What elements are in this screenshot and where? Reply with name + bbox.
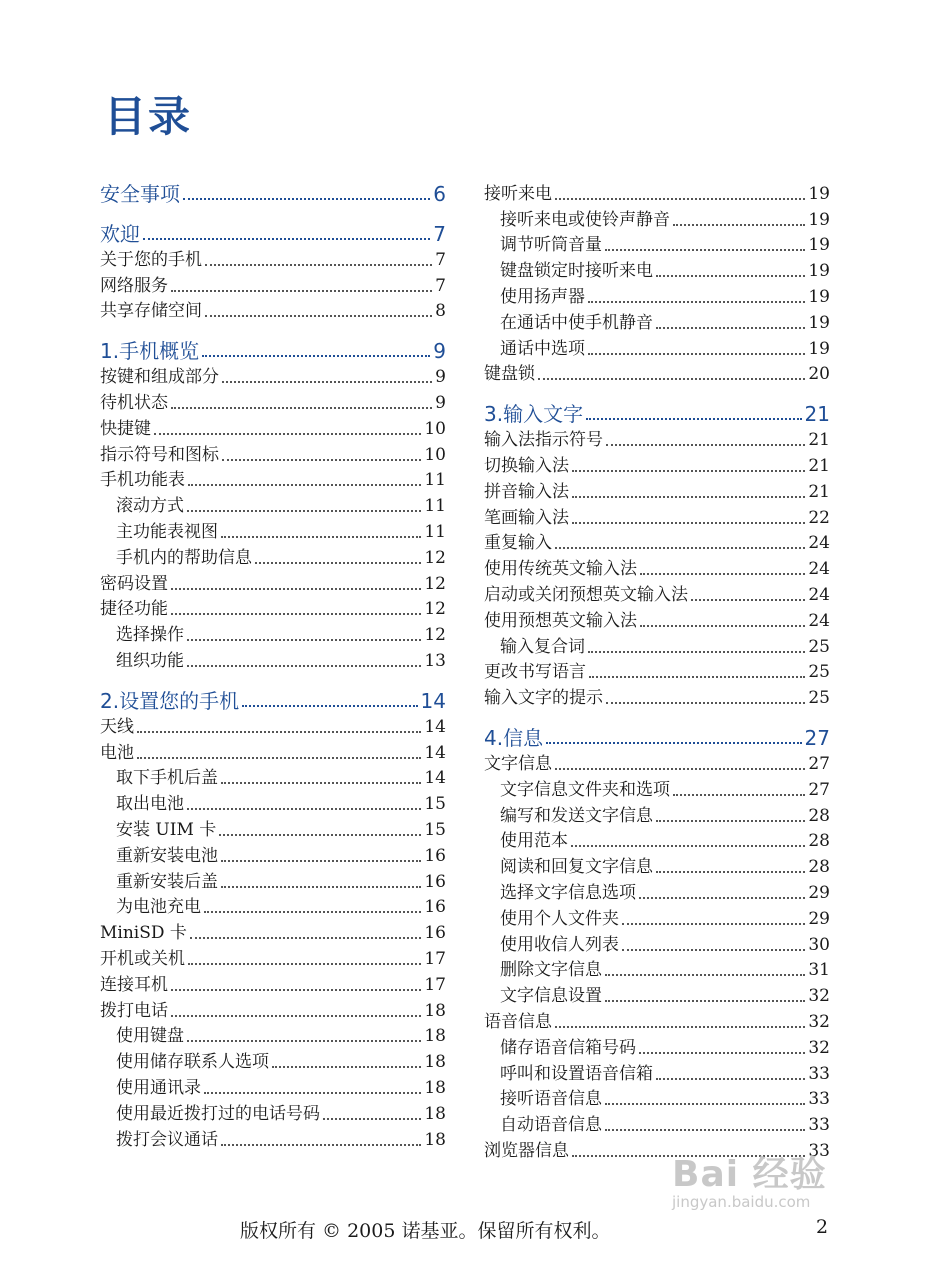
dot-leader: [605, 1129, 805, 1131]
toc-entry-label: 键盘锁: [484, 364, 535, 385]
dot-leader: [586, 418, 801, 420]
toc-entry-label: 拨打电话: [100, 1000, 168, 1021]
toc-entry[interactable]: [484, 579, 830, 605]
toc-entry-label: 文字信息设置: [500, 986, 602, 1007]
toc-section-heading[interactable]: [100, 178, 446, 204]
dot-leader: [221, 860, 421, 862]
dot-leader: [572, 496, 805, 498]
toc-entry-page: 24: [808, 533, 830, 554]
toc-entry-label: 欢迎: [100, 222, 140, 246]
toc-entry-page: 12: [424, 547, 446, 568]
toc-entry[interactable]: [100, 439, 446, 465]
dot-leader: [691, 599, 805, 601]
dot-leader: [171, 588, 421, 590]
toc-entry[interactable]: [484, 450, 830, 476]
toc-entry[interactable]: [484, 1006, 830, 1032]
toc-entry[interactable]: [100, 594, 446, 620]
toc-entry[interactable]: [484, 230, 830, 256]
toc-entry-label: 选择操作: [116, 625, 184, 646]
toc-entry-label: 开机或关机: [100, 948, 185, 969]
toc-entry[interactable]: [484, 1058, 830, 1084]
dot-leader: [171, 407, 432, 409]
toc-entry-label: 输入法指示符号: [484, 430, 603, 451]
toc-entry-page: 21: [808, 481, 830, 502]
toc-entry-label: 接听语音信息: [500, 1089, 602, 1110]
toc-section-heading[interactable]: [484, 708, 830, 751]
toc-entry-page: 11: [424, 470, 446, 491]
dot-leader: [605, 249, 805, 251]
toc-entry[interactable]: [100, 1124, 446, 1150]
toc-entry[interactable]: [484, 682, 830, 708]
toc-entry[interactable]: [100, 711, 446, 737]
toc-entry-label: 手机内的帮助信息: [116, 547, 252, 568]
toc-entry-page: 25: [808, 636, 830, 657]
toc-entry-label: 编写和发送文字信息: [500, 805, 653, 826]
toc-entry-label: 选择文字信息选项: [500, 882, 636, 903]
dot-leader: [188, 484, 421, 486]
toc-entry-page: 14: [420, 688, 446, 713]
toc-entry-label: 文字信息文件夹和选项: [500, 779, 670, 800]
toc-entry-label: 使用范本: [500, 831, 568, 852]
toc-entry-label: 手机功能表: [100, 470, 185, 491]
dot-leader: [205, 315, 432, 317]
dot-leader: [640, 573, 805, 575]
toc-entry[interactable]: [484, 657, 830, 683]
toc-entry[interactable]: [484, 1032, 830, 1058]
dot-leader: [183, 198, 430, 200]
dot-leader: [171, 290, 432, 292]
toc-entry[interactable]: [484, 204, 830, 230]
toc-entry-label: 文字信息: [484, 753, 552, 774]
toc-entry-page: 10: [424, 444, 446, 465]
toc-entry-label: 语音信息: [484, 1011, 552, 1032]
toc-entry-label: 连接耳机: [100, 974, 168, 995]
toc-entry-page: 33: [808, 1115, 830, 1136]
toc-entry-page: 27: [804, 726, 830, 751]
toc-entry-page: 16: [424, 871, 446, 892]
toc-entry-page: 28: [808, 857, 830, 878]
toc-entry-page: 33: [808, 1063, 830, 1084]
toc-entry[interactable]: [100, 995, 446, 1021]
toc-entry-label: 阅读和回复文字信息: [500, 857, 653, 878]
toc-entry[interactable]: [484, 774, 830, 800]
toc-entry-label: 安装 UIM 卡: [116, 819, 217, 840]
toc-entry[interactable]: [484, 980, 830, 1006]
toc-entry-label: 4.信息: [484, 726, 544, 751]
dot-leader: [673, 224, 805, 226]
dot-leader: [555, 547, 805, 549]
toc-entry-label: 输入文字的提示: [484, 688, 603, 709]
toc-entry-label: 取下手机后盖: [116, 768, 218, 789]
toc-entry-label: 储存语音信箱号码: [500, 1037, 636, 1058]
toc-entry[interactable]: [484, 877, 830, 903]
toc-entry[interactable]: [484, 553, 830, 579]
toc-entry[interactable]: [100, 490, 446, 516]
dot-leader: [171, 613, 421, 615]
dot-leader: [639, 1052, 805, 1054]
toc-entry-label: 在通话中使手机静音: [500, 312, 653, 333]
dot-leader: [572, 522, 805, 524]
toc-entry-page: 18: [424, 1052, 446, 1073]
toc-entry[interactable]: [100, 645, 446, 671]
toc-entry-page: 9: [435, 367, 446, 388]
dot-leader: [188, 963, 421, 965]
dot-leader: [143, 238, 430, 240]
toc-entry-page: 7: [433, 222, 446, 246]
toc-section-heading[interactable]: [100, 204, 446, 244]
dot-leader: [588, 301, 805, 303]
toc-entry-label: 使用传统英文输入法: [484, 559, 637, 580]
toc-entry-page: 17: [424, 948, 446, 969]
dot-leader: [656, 275, 805, 277]
dot-leader: [555, 768, 805, 770]
dot-leader: [204, 1092, 421, 1094]
toc-entry-page: 13: [424, 650, 446, 671]
toc-entry-label: 3.输入文字: [484, 402, 584, 427]
dot-leader: [221, 782, 421, 784]
toc-entry-page: 21: [804, 402, 830, 427]
toc-entry-page: 24: [808, 584, 830, 605]
baidu-watermark: [672, 1146, 892, 1226]
toc-entry[interactable]: [484, 955, 830, 981]
toc-entry[interactable]: [484, 476, 830, 502]
dot-leader: [640, 625, 805, 627]
toc-entry-label: 使用储存联系人选项: [116, 1052, 269, 1073]
toc-entry-page: 15: [424, 794, 446, 815]
toc-entry-page: 14: [424, 768, 446, 789]
dot-leader: [605, 1103, 805, 1105]
toc-entry-page: 9: [433, 339, 446, 364]
toc-entry-label: 拼音输入法: [484, 481, 569, 502]
toc-entry[interactable]: [484, 631, 830, 657]
toc-entry[interactable]: [100, 763, 446, 789]
dot-leader: [219, 834, 421, 836]
page-title: 目录: [104, 92, 193, 141]
toc-entry-label: 密码设置: [100, 573, 168, 594]
dot-leader: [323, 1118, 421, 1120]
toc-entry-label: 使用最近拨打过的电话号码: [116, 1103, 320, 1124]
toc-entry[interactable]: [484, 178, 830, 204]
toc-entry-label: 使用收信人列表: [500, 934, 619, 955]
toc-entry-label: 指示符号和图标: [100, 444, 219, 465]
toc-entry[interactable]: [100, 465, 446, 491]
toc-entry[interactable]: [100, 840, 446, 866]
toc-entry-page: 16: [424, 845, 446, 866]
toc-entry[interactable]: [100, 1098, 446, 1124]
toc-entry[interactable]: [484, 1084, 830, 1110]
dot-leader: [187, 639, 421, 641]
dot-leader: [546, 742, 801, 744]
toc-entry-label: 笔画输入法: [484, 507, 569, 528]
toc-entry-label: 重新安装电池: [116, 845, 218, 866]
toc-entry-page: 28: [808, 805, 830, 826]
toc-entry-label: 删除文字信息: [500, 960, 602, 981]
toc-entry-page: 8: [435, 301, 446, 322]
toc-entry[interactable]: [484, 748, 830, 774]
toc-entry-page: 27: [808, 779, 830, 800]
toc-entry[interactable]: [100, 969, 446, 995]
toc-entry-label: 快捷键: [100, 418, 151, 439]
dot-leader: [656, 327, 805, 329]
toc-entry-page: 33: [808, 1089, 830, 1110]
toc-entry[interactable]: [100, 814, 446, 840]
toc-entry-label: 天线: [100, 716, 134, 737]
toc-entry-label: 电池: [100, 742, 134, 763]
toc-entry[interactable]: [484, 424, 830, 450]
toc-entry-label: 呼叫和设置语音信箱: [500, 1063, 653, 1084]
toc-entry[interactable]: [484, 1109, 830, 1135]
dot-leader: [639, 897, 805, 899]
toc-entry-page: 12: [424, 573, 446, 594]
toc-left-column: [100, 178, 446, 1150]
toc-entry-label: 使用扬声器: [500, 286, 585, 307]
toc-entry[interactable]: [100, 1046, 446, 1072]
toc-entry-label: 为电池充电: [116, 897, 201, 918]
toc-entry-page: 25: [808, 688, 830, 709]
toc-entry-label: 滚动方式: [116, 496, 184, 517]
toc-entry[interactable]: [484, 359, 830, 385]
toc-entry-page: 11: [424, 521, 446, 542]
dot-leader: [187, 1040, 421, 1042]
toc-entry-label: 启动或关闭预想英文输入法: [484, 584, 688, 605]
toc-entry[interactable]: [100, 568, 446, 594]
toc-entry-label: MiniSD 卡: [100, 923, 187, 944]
toc-entry-label: 待机状态: [100, 392, 168, 413]
toc-entry[interactable]: [100, 413, 446, 439]
toc-entry-page: 30: [808, 934, 830, 955]
toc-entry[interactable]: [484, 307, 830, 333]
toc-entry-page: 19: [808, 209, 830, 230]
dot-leader: [187, 510, 421, 512]
toc-entry[interactable]: [100, 244, 446, 270]
dot-leader: [171, 1015, 421, 1017]
toc-section-heading[interactable]: [100, 321, 446, 364]
toc-entry[interactable]: [100, 361, 446, 387]
toc-entry-page: 18: [424, 1077, 446, 1098]
dot-leader: [187, 665, 421, 667]
toc-entry-label: 更改书写语言: [484, 662, 586, 683]
toc-section-heading[interactable]: [484, 384, 830, 427]
toc-entry[interactable]: [484, 281, 830, 307]
toc-entry-page: 19: [808, 312, 830, 333]
toc-entry-label: 关于您的手机: [100, 249, 202, 270]
watermark-logo: Bai 经验: [672, 1154, 827, 1195]
toc-entry-label: 使用键盘: [116, 1026, 184, 1047]
toc-entry[interactable]: [484, 800, 830, 826]
toc-entry[interactable]: [100, 737, 446, 763]
dot-leader: [606, 702, 805, 704]
dot-leader: [605, 1000, 805, 1002]
toc-entry-label: 使用预想英文输入法: [484, 610, 637, 631]
toc-entry-page: 12: [424, 599, 446, 620]
toc-entry-page: 21: [808, 430, 830, 451]
dot-leader: [588, 353, 805, 355]
toc-entry[interactable]: [100, 270, 446, 296]
toc-entry[interactable]: [484, 605, 830, 631]
toc-entry-label: 接听来电: [484, 183, 552, 204]
toc-entry-label: 输入复合词: [500, 636, 585, 657]
toc-entry-page: 11: [424, 496, 446, 517]
dot-leader: [571, 845, 805, 847]
toc-entry[interactable]: [484, 826, 830, 852]
dot-leader: [589, 676, 805, 678]
toc-entry-page: 29: [808, 882, 830, 903]
toc-entry[interactable]: [100, 943, 446, 969]
toc-entry-page: 7: [435, 249, 446, 270]
dot-leader: [221, 1144, 421, 1146]
dot-leader: [622, 923, 805, 925]
toc-entry-label: 调节听筒音量: [500, 235, 602, 256]
toc-entry-page: 18: [424, 1026, 446, 1047]
toc-entry-label: 主功能表视图: [116, 521, 218, 542]
dot-leader: [187, 808, 421, 810]
toc-entry[interactable]: [484, 903, 830, 929]
dot-leader: [221, 536, 421, 538]
toc-entry-page: 25: [808, 662, 830, 683]
dot-leader: [222, 459, 421, 461]
toc-entry[interactable]: [484, 528, 830, 554]
toc-entry-page: 18: [424, 1103, 446, 1124]
toc-entry[interactable]: [100, 387, 446, 413]
dot-leader: [538, 378, 805, 380]
toc-entry[interactable]: [100, 892, 446, 918]
toc-entry-page: 32: [808, 1037, 830, 1058]
toc-section-heading[interactable]: [100, 671, 446, 711]
toc-entry-page: 14: [424, 716, 446, 737]
toc-entry-page: 17: [424, 974, 446, 995]
toc-entry[interactable]: [100, 296, 446, 322]
toc-entry-label: 网络服务: [100, 275, 168, 296]
dot-leader: [204, 911, 421, 913]
watermark-url: jingyan.baidu.com: [672, 1193, 811, 1211]
toc-entry-label: 拨打会议通话: [116, 1129, 218, 1150]
toc-entry[interactable]: [100, 917, 446, 943]
toc-entry-label: 捷径功能: [100, 599, 168, 620]
toc-entry-page: 14: [424, 742, 446, 763]
dot-leader: [588, 651, 805, 653]
toc-right-column: [484, 178, 830, 1161]
toc-entry-page: 6: [433, 182, 446, 206]
toc-entry[interactable]: [484, 502, 830, 528]
toc-entry-label: 自动语音信息: [500, 1115, 602, 1136]
toc-entry-page: 19: [808, 286, 830, 307]
dot-leader: [272, 1066, 421, 1068]
toc-entry[interactable]: [484, 333, 830, 359]
toc-entry-page: 32: [808, 986, 830, 1007]
dot-leader: [222, 381, 432, 383]
toc-entry[interactable]: [484, 851, 830, 877]
toc-entry-label: 按键和组成部分: [100, 367, 219, 388]
dot-leader: [221, 886, 421, 888]
toc-entry-page: 31: [808, 960, 830, 981]
toc-entry-page: 12: [424, 625, 446, 646]
toc-entry-page: 33: [808, 1140, 830, 1161]
dot-leader: [154, 433, 421, 435]
copyright-footer: 版权所有 © 2005 诺基亚。保留所有权利。: [240, 1220, 611, 1242]
toc-entry-label: 共享存储空间: [100, 301, 202, 322]
toc-entry-page: 19: [808, 261, 830, 282]
dot-leader: [656, 1078, 805, 1080]
toc-entry-page: 10: [424, 418, 446, 439]
dot-leader: [555, 198, 805, 200]
toc-entry-label: 取出电池: [116, 794, 184, 815]
toc-entry-page: 18: [424, 1129, 446, 1150]
toc-entry-page: 19: [808, 235, 830, 256]
dot-leader: [190, 937, 421, 939]
dot-leader: [605, 974, 805, 976]
toc-entry-label: 使用通讯录: [116, 1077, 201, 1098]
toc-entry-page: 15: [424, 819, 446, 840]
dot-leader: [606, 444, 805, 446]
dot-leader: [673, 794, 805, 796]
toc-entry[interactable]: [100, 516, 446, 542]
toc-entry-page: 18: [424, 1000, 446, 1021]
toc-entry-page: 16: [424, 897, 446, 918]
toc-entry-label: 1.手机概览: [100, 339, 200, 364]
toc-entry-page: 9: [435, 392, 446, 413]
toc-entry-label: 重新安装后盖: [116, 871, 218, 892]
dot-leader: [656, 871, 805, 873]
dot-leader: [572, 470, 805, 472]
dot-leader: [656, 820, 805, 822]
toc-entry[interactable]: [100, 1021, 446, 1047]
toc-entry-page: 16: [424, 923, 446, 944]
toc-entry-label: 组织功能: [116, 650, 184, 671]
toc-entry-label: 2.设置您的手机: [100, 688, 240, 713]
toc-entry-label: 安全事项: [100, 182, 180, 206]
toc-entry-label: 使用个人文件夹: [500, 908, 619, 929]
toc-entry-label: 接听来电或使铃声静音: [500, 209, 670, 230]
toc-entry-label: 键盘锁定时接听来电: [500, 261, 653, 282]
toc-entry-page: 19: [808, 338, 830, 359]
toc-entry-label: 通话中选项: [500, 338, 585, 359]
dot-leader: [242, 705, 417, 707]
toc-entry-page: 21: [808, 455, 830, 476]
toc-entry[interactable]: [100, 542, 446, 568]
toc-entry-page: 24: [808, 559, 830, 580]
toc-entry-page: 7: [435, 275, 446, 296]
toc-entry[interactable]: [100, 619, 446, 645]
toc-entry-page: 19: [808, 183, 830, 204]
dot-leader: [555, 1026, 805, 1028]
dot-leader: [202, 355, 430, 357]
dot-leader: [255, 562, 421, 564]
page-number: 2: [816, 1216, 829, 1238]
toc-entry-label: 切换输入法: [484, 455, 569, 476]
dot-leader: [137, 757, 421, 759]
dot-leader: [171, 989, 421, 991]
toc-entry-label: 重复输入: [484, 533, 552, 554]
dot-leader: [137, 731, 421, 733]
toc-entry-label: 浏览器信息: [484, 1140, 569, 1161]
toc-entry[interactable]: [484, 929, 830, 955]
toc-entry-page: 28: [808, 831, 830, 852]
toc-entry-page: 27: [808, 753, 830, 774]
toc-entry-page: 22: [808, 507, 830, 528]
toc-entry-page: 24: [808, 610, 830, 631]
toc-entry[interactable]: [484, 255, 830, 281]
toc-entry-page: 32: [808, 1011, 830, 1032]
toc-entry[interactable]: [100, 788, 446, 814]
toc-entry[interactable]: [100, 1072, 446, 1098]
toc-entry-page: 20: [808, 364, 830, 385]
toc-entry-page: 29: [808, 908, 830, 929]
dot-leader: [622, 949, 805, 951]
dot-leader: [205, 264, 432, 266]
toc-entry[interactable]: [100, 866, 446, 892]
